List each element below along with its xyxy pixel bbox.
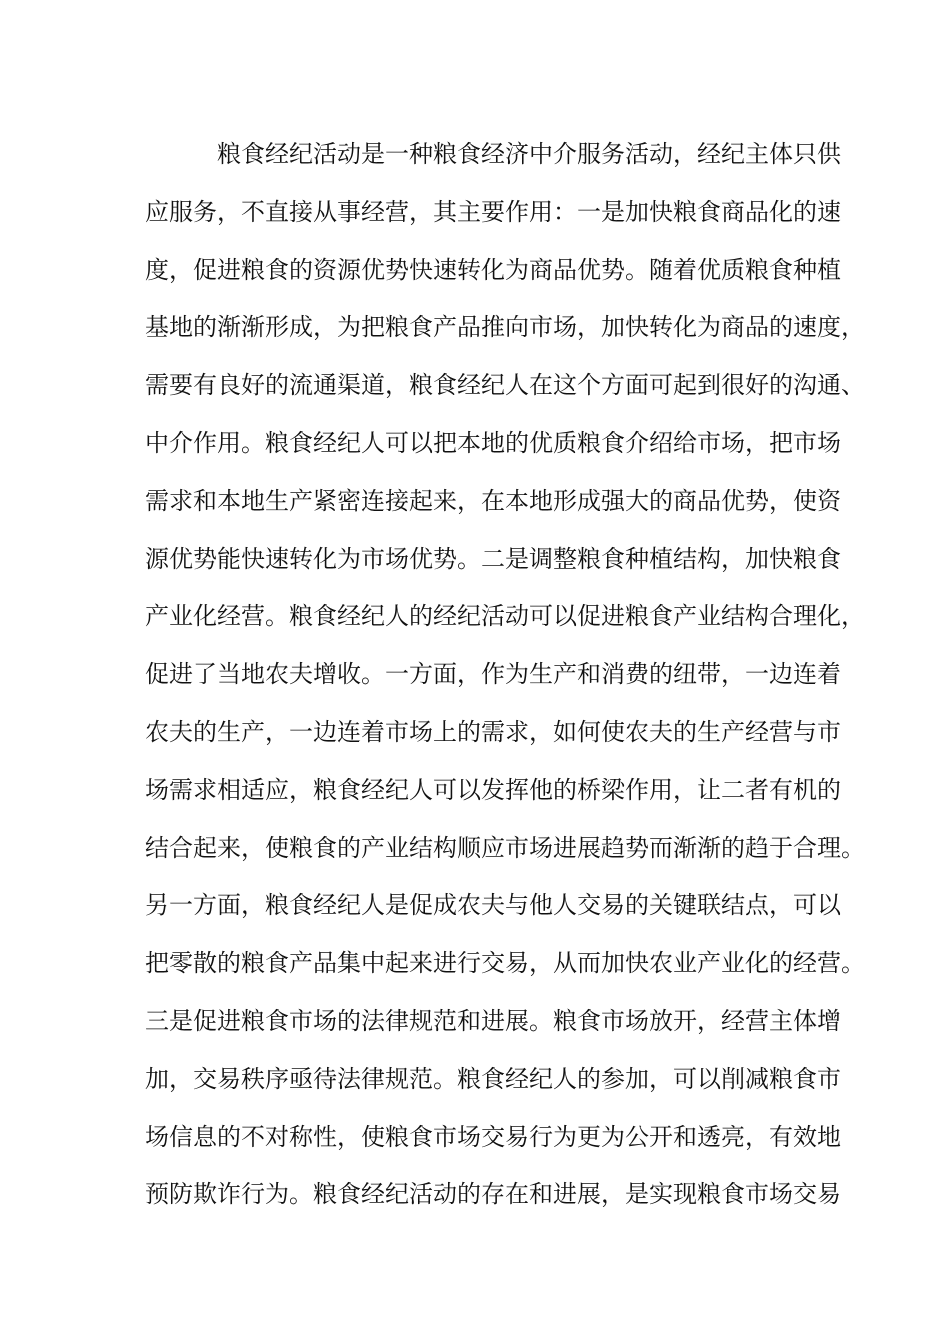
- paragraph-line: 源优势能快速转化为市场优势。二是调整粮食种植结构，加快粮食: [145, 544, 841, 573]
- paragraph-line: 预防欺诈行为。粮食经纪活动的存在和进展，是实现粮食市场交易: [145, 1180, 841, 1209]
- paragraph-line: 促进了当地农夫增收。一方面，作为生产和消费的纽带，一边连着: [145, 660, 841, 689]
- paragraph-line: 基地的渐渐形成，为把粮食产品推向市场，加快转化为商品的速度，: [145, 313, 865, 342]
- paragraph-line: 加，交易秩序亟待法律规范。粮食经纪人的参加，可以削减粮食市: [145, 1064, 841, 1093]
- paragraph-line: 三是促进粮食市场的法律规范和进展。粮食市场放开，经营主体增: [145, 1006, 841, 1035]
- paragraph-line: 产业化经营。粮食经纪人的经纪活动可以促进粮食产业结构合理化，: [145, 602, 865, 631]
- paragraph-line: 场信息的不对称性，使粮食市场交易行为更为公开和透亮，有效地: [145, 1122, 841, 1151]
- paragraph-line: 另一方面，粮食经纪人是促成农夫与他人交易的关键联结点，可以: [145, 891, 841, 920]
- paragraph-line: 粮食经纪活动是一种粮食经济中介服务活动，经纪主体只供: [217, 140, 841, 168]
- paragraph-line: 农夫的生产，一边连着市场上的需求，如何使农夫的生产经营与市: [145, 717, 841, 746]
- paragraph-line: 需求和本地生产紧密连接起来，在本地形成强大的商品优势，使资: [145, 486, 841, 515]
- paragraph-line: 度，促进粮食的资源优势快速转化为商品优势。随着优质粮食种植: [145, 255, 841, 284]
- paragraph-line: 场需求相适应，粮食经纪人可以发挥他的桥梁作用，让二者有机的: [145, 775, 841, 804]
- paragraph-line: 中介作用。粮食经纪人可以把本地的优质粮食介绍给市场，把市场: [145, 428, 841, 457]
- paragraph-line: 应服务，不直接从事经营，其主要作用：一是加快粮食商品化的速: [145, 197, 841, 226]
- paragraph-line: 需要有良好的流通渠道，粮食经纪人在这个方面可起到很好的沟通、: [145, 371, 865, 400]
- paragraph-line: 结合起来，使粮食的产业结构顺应市场进展趋势而渐渐的趋于合理。: [145, 833, 865, 862]
- body-paragraph: [145, 126, 865, 1224]
- paragraph-line: 把零散的粮食产品集中起来进行交易，从而加快农业产业化的经营。: [145, 949, 865, 978]
